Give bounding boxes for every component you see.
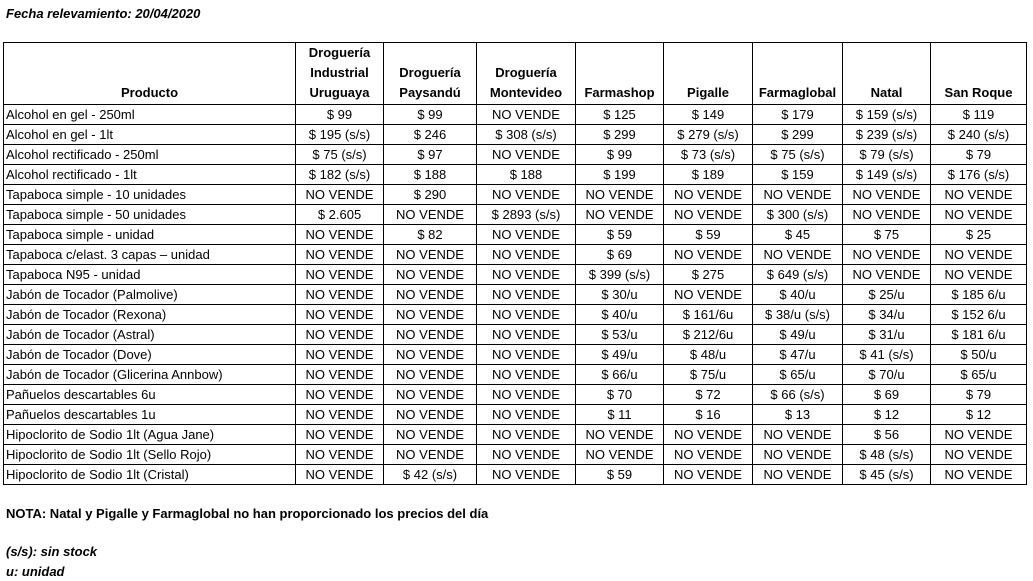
price-cell: NO VENDE [384,365,477,385]
price-cell: $ 246 [384,125,477,145]
price-cell: $ 75/u [664,365,753,385]
price-cell: NO VENDE [843,265,931,285]
price-cell: NO VENDE [477,305,576,325]
price-cell: $ 300 (s/s) [753,205,843,225]
product-name-cell: Tapaboca simple - 10 unidades [4,185,296,205]
price-cell: $ 25/u [843,285,931,305]
price-cell: NO VENDE [664,425,753,445]
price-cell: $ 16 [664,405,753,425]
price-cell: $ 161/6u [664,305,753,325]
price-cell: $ 649 (s/s) [753,265,843,285]
price-cell: $ 53/u [576,325,664,345]
product-name-cell: Jabón de Tocador (Dove) [4,345,296,365]
price-cell: $ 99 [296,105,384,125]
price-cell: $ 185 6/u [931,285,1027,305]
price-cell: NO VENDE [296,465,384,485]
price-cell: NO VENDE [477,225,576,245]
table-row [4,165,1027,185]
price-cell: NO VENDE [296,265,384,285]
price-cell: NO VENDE [931,245,1027,265]
price-cell: $ 79 (s/s) [843,145,931,165]
price-cell: NO VENDE [931,425,1027,445]
price-cell: $ 308 (s/s) [477,125,576,145]
product-name-cell: Pañuelos descartables 6u [4,385,296,405]
price-cell: $ 47/u [753,345,843,365]
table-row [4,445,1027,465]
price-cell: $ 275 [664,265,753,285]
price-cell: NO VENDE [296,385,384,405]
price-cell: NO VENDE [664,285,753,305]
price-cell: $ 97 [384,145,477,165]
price-cell: $ 66 (s/s) [753,385,843,405]
product-name-cell: Jabón de Tocador (Palmolive) [4,285,296,305]
price-cell: $ 99 [384,105,477,125]
price-cell: NO VENDE [477,145,576,165]
price-cell: $ 188 [477,165,576,185]
price-cell: NO VENDE [384,305,477,325]
product-name-cell: Alcohol en gel - 1lt [4,125,296,145]
price-cell: NO VENDE [477,105,576,125]
price-cell: NO VENDE [477,265,576,285]
legend-sin-stock: (s/s): sin stock [6,544,98,559]
price-cell: NO VENDE [843,185,931,205]
table-row [4,365,1027,385]
price-cell: $ 69 [843,385,931,405]
price-cell: NO VENDE [384,405,477,425]
price-cell: NO VENDE [931,205,1027,225]
price-cell: $ 149 (s/s) [843,165,931,185]
price-cell: NO VENDE [664,465,753,485]
product-name-cell: Tapaboca N95 - unidad [4,265,296,285]
survey-date: Fecha relevamiento: 20/04/2020 [6,6,201,21]
price-cell: $ 240 (s/s) [931,125,1027,145]
price-cell: $ 50/u [931,345,1027,365]
price-cell: NO VENDE [296,285,384,305]
legend-unidad: u: unidad [6,564,65,579]
price-cell: NO VENDE [477,385,576,405]
price-cell: NO VENDE [477,365,576,385]
note-text: NOTA: Natal y Pigalle y Farmaglobal no han proporcionado los precios del día [6,506,489,521]
product-name-cell: Pañuelos descartables 1u [4,405,296,425]
price-cell: NO VENDE [753,425,843,445]
price-cell: NO VENDE [296,425,384,445]
price-cell: $ 79 [931,145,1027,165]
price-cell: $ 41 (s/s) [843,345,931,365]
price-cell: NO VENDE [296,325,384,345]
product-name-cell: Tapaboca simple - 50 unidades [4,205,296,225]
product-name-cell: Hipoclorito de Sodio 1lt (Sello Rojo) [4,445,296,465]
price-cell: NO VENDE [753,245,843,265]
price-cell: $ 48 (s/s) [843,445,931,465]
price-cell: $ 65/u [931,365,1027,385]
price-cell: NO VENDE [296,345,384,365]
price-cell: $ 125 [576,105,664,125]
price-cell: NO VENDE [477,345,576,365]
price-cell: NO VENDE [664,245,753,265]
price-cell: $ 30/u [576,285,664,305]
table-row [4,345,1027,365]
price-cell: $ 75 [843,225,931,245]
price-cell: $ 65/u [753,365,843,385]
price-cell: $ 119 [931,105,1027,125]
price-cell: $ 25 [931,225,1027,245]
price-cell: $ 38/u (s/s) [753,305,843,325]
product-name-cell: Alcohol rectificado - 1lt [4,165,296,185]
price-cell: $ 34/u [843,305,931,325]
product-name-cell: Jabón de Tocador (Astral) [4,325,296,345]
price-cell: $ 73 (s/s) [664,145,753,165]
header-row [4,43,1027,105]
price-cell: $ 40/u [753,285,843,305]
price-cell: NO VENDE [931,265,1027,285]
table-row [4,305,1027,325]
price-cell: NO VENDE [384,385,477,405]
price-cell: $ 56 [843,425,931,445]
price-cell: NO VENDE [296,225,384,245]
price-cell: $ 59 [576,465,664,485]
column-header-store: Droguería Paysandú [384,43,477,105]
price-cell: NO VENDE [477,285,576,305]
price-cell: $ 176 (s/s) [931,165,1027,185]
price-cell: $ 399 (s/s) [576,265,664,285]
price-cell: $ 99 [576,145,664,165]
price-cell: NO VENDE [384,245,477,265]
price-cell: NO VENDE [753,465,843,485]
price-cell: NO VENDE [477,245,576,265]
price-table [3,42,1027,485]
price-cell: $ 181 6/u [931,325,1027,345]
product-name-cell: Jabón de Tocador (Rexona) [4,305,296,325]
price-cell: NO VENDE [384,285,477,305]
price-cell: $ 45 (s/s) [843,465,931,485]
table-row [4,105,1027,125]
product-name-cell: Hipoclorito de Sodio 1lt (Agua Jane) [4,425,296,445]
price-cell: NO VENDE [384,205,477,225]
price-cell: NO VENDE [931,185,1027,205]
price-cell: NO VENDE [477,185,576,205]
price-cell: $ 195 (s/s) [296,125,384,145]
price-cell: NO VENDE [477,325,576,345]
price-cell: $ 49/u [576,345,664,365]
column-header-store: Farmaglobal [753,43,843,105]
column-header-store: San Roque [931,43,1027,105]
product-name-cell: Hipoclorito de Sodio 1lt (Cristal) [4,465,296,485]
price-cell: $ 299 [576,125,664,145]
table-row [4,125,1027,145]
price-cell: $ 159 (s/s) [843,105,931,125]
price-cell: NO VENDE [843,245,931,265]
table-row [4,325,1027,345]
price-cell: NO VENDE [753,185,843,205]
price-cell: NO VENDE [576,185,664,205]
price-cell: NO VENDE [384,345,477,365]
price-cell: NO VENDE [477,465,576,485]
table-row [4,205,1027,225]
table-row [4,385,1027,405]
price-cell: $ 199 [576,165,664,185]
price-cell: NO VENDE [664,205,753,225]
price-cell: $ 290 [384,185,477,205]
price-cell: NO VENDE [576,425,664,445]
product-name-cell: Tapaboca simple - unidad [4,225,296,245]
price-cell: $ 149 [664,105,753,125]
price-cell: NO VENDE [664,445,753,465]
price-cell: NO VENDE [296,405,384,425]
price-cell: $ 2893 (s/s) [477,205,576,225]
price-cell: NO VENDE [576,445,664,465]
price-cell: NO VENDE [384,325,477,345]
price-cell: NO VENDE [384,445,477,465]
table-row [4,245,1027,265]
price-cell: $ 69 [576,245,664,265]
price-cell: NO VENDE [753,445,843,465]
price-cell: NO VENDE [843,205,931,225]
product-name-cell: Tapaboca c/elast. 3 capas – unidad [4,245,296,265]
price-cell: NO VENDE [664,185,753,205]
price-cell: $ 70/u [843,365,931,385]
price-cell: $ 299 [753,125,843,145]
price-cell: $ 40/u [576,305,664,325]
price-cell: NO VENDE [931,465,1027,485]
table-row [4,405,1027,425]
price-cell: $ 70 [576,385,664,405]
price-cell: $ 188 [384,165,477,185]
price-cell: $ 82 [384,225,477,245]
price-cell: NO VENDE [296,365,384,385]
price-cell: $ 59 [664,225,753,245]
price-cell: $ 75 (s/s) [296,145,384,165]
price-cell: $ 31/u [843,325,931,345]
column-header-producto: Producto [4,43,296,105]
price-cell: $ 48/u [664,345,753,365]
price-cell: $ 212/6u [664,325,753,345]
table-row [4,185,1027,205]
price-cell: NO VENDE [384,265,477,285]
price-cell: NO VENDE [931,445,1027,465]
price-cell: $ 279 (s/s) [664,125,753,145]
price-cell: $ 42 (s/s) [384,465,477,485]
price-cell: NO VENDE [576,205,664,225]
price-cell: $ 45 [753,225,843,245]
price-cell: $ 49/u [753,325,843,345]
price-cell: NO VENDE [296,445,384,465]
price-cell: $ 152 6/u [931,305,1027,325]
price-cell: $ 182 (s/s) [296,165,384,185]
product-name-cell: Jabón de Tocador (Glicerina Annbow) [4,365,296,385]
table-row [4,225,1027,245]
table-body [4,105,1027,485]
price-cell: NO VENDE [384,425,477,445]
table-row [4,465,1027,485]
price-cell: $ 239 (s/s) [843,125,931,145]
price-cell: $ 66/u [576,365,664,385]
column-header-store: Droguería Industrial Uruguaya [296,43,384,105]
column-header-store: Farmashop [576,43,664,105]
price-cell: $ 13 [753,405,843,425]
table-row [4,425,1027,445]
price-cell: $ 79 [931,385,1027,405]
table-row [4,285,1027,305]
price-cell: $ 11 [576,405,664,425]
price-cell: NO VENDE [477,405,576,425]
price-cell: NO VENDE [477,425,576,445]
product-name-cell: Alcohol en gel - 250ml [4,105,296,125]
price-cell: NO VENDE [296,305,384,325]
price-cell: NO VENDE [296,245,384,265]
column-header-store: Pigalle [664,43,753,105]
table-row [4,265,1027,285]
table-row [4,145,1027,165]
column-header-store: Natal [843,43,931,105]
price-cell: $ 189 [664,165,753,185]
price-cell: $ 12 [843,405,931,425]
price-cell: $ 59 [576,225,664,245]
price-cell: $ 75 (s/s) [753,145,843,165]
price-cell: $ 159 [753,165,843,185]
price-cell: $ 2.605 [296,205,384,225]
price-cell: $ 72 [664,385,753,405]
price-cell: NO VENDE [477,445,576,465]
price-cell: $ 179 [753,105,843,125]
price-cell: $ 12 [931,405,1027,425]
price-cell: NO VENDE [296,185,384,205]
product-name-cell: Alcohol rectificado - 250ml [4,145,296,165]
column-header-store: Droguería Montevideo [477,43,576,105]
